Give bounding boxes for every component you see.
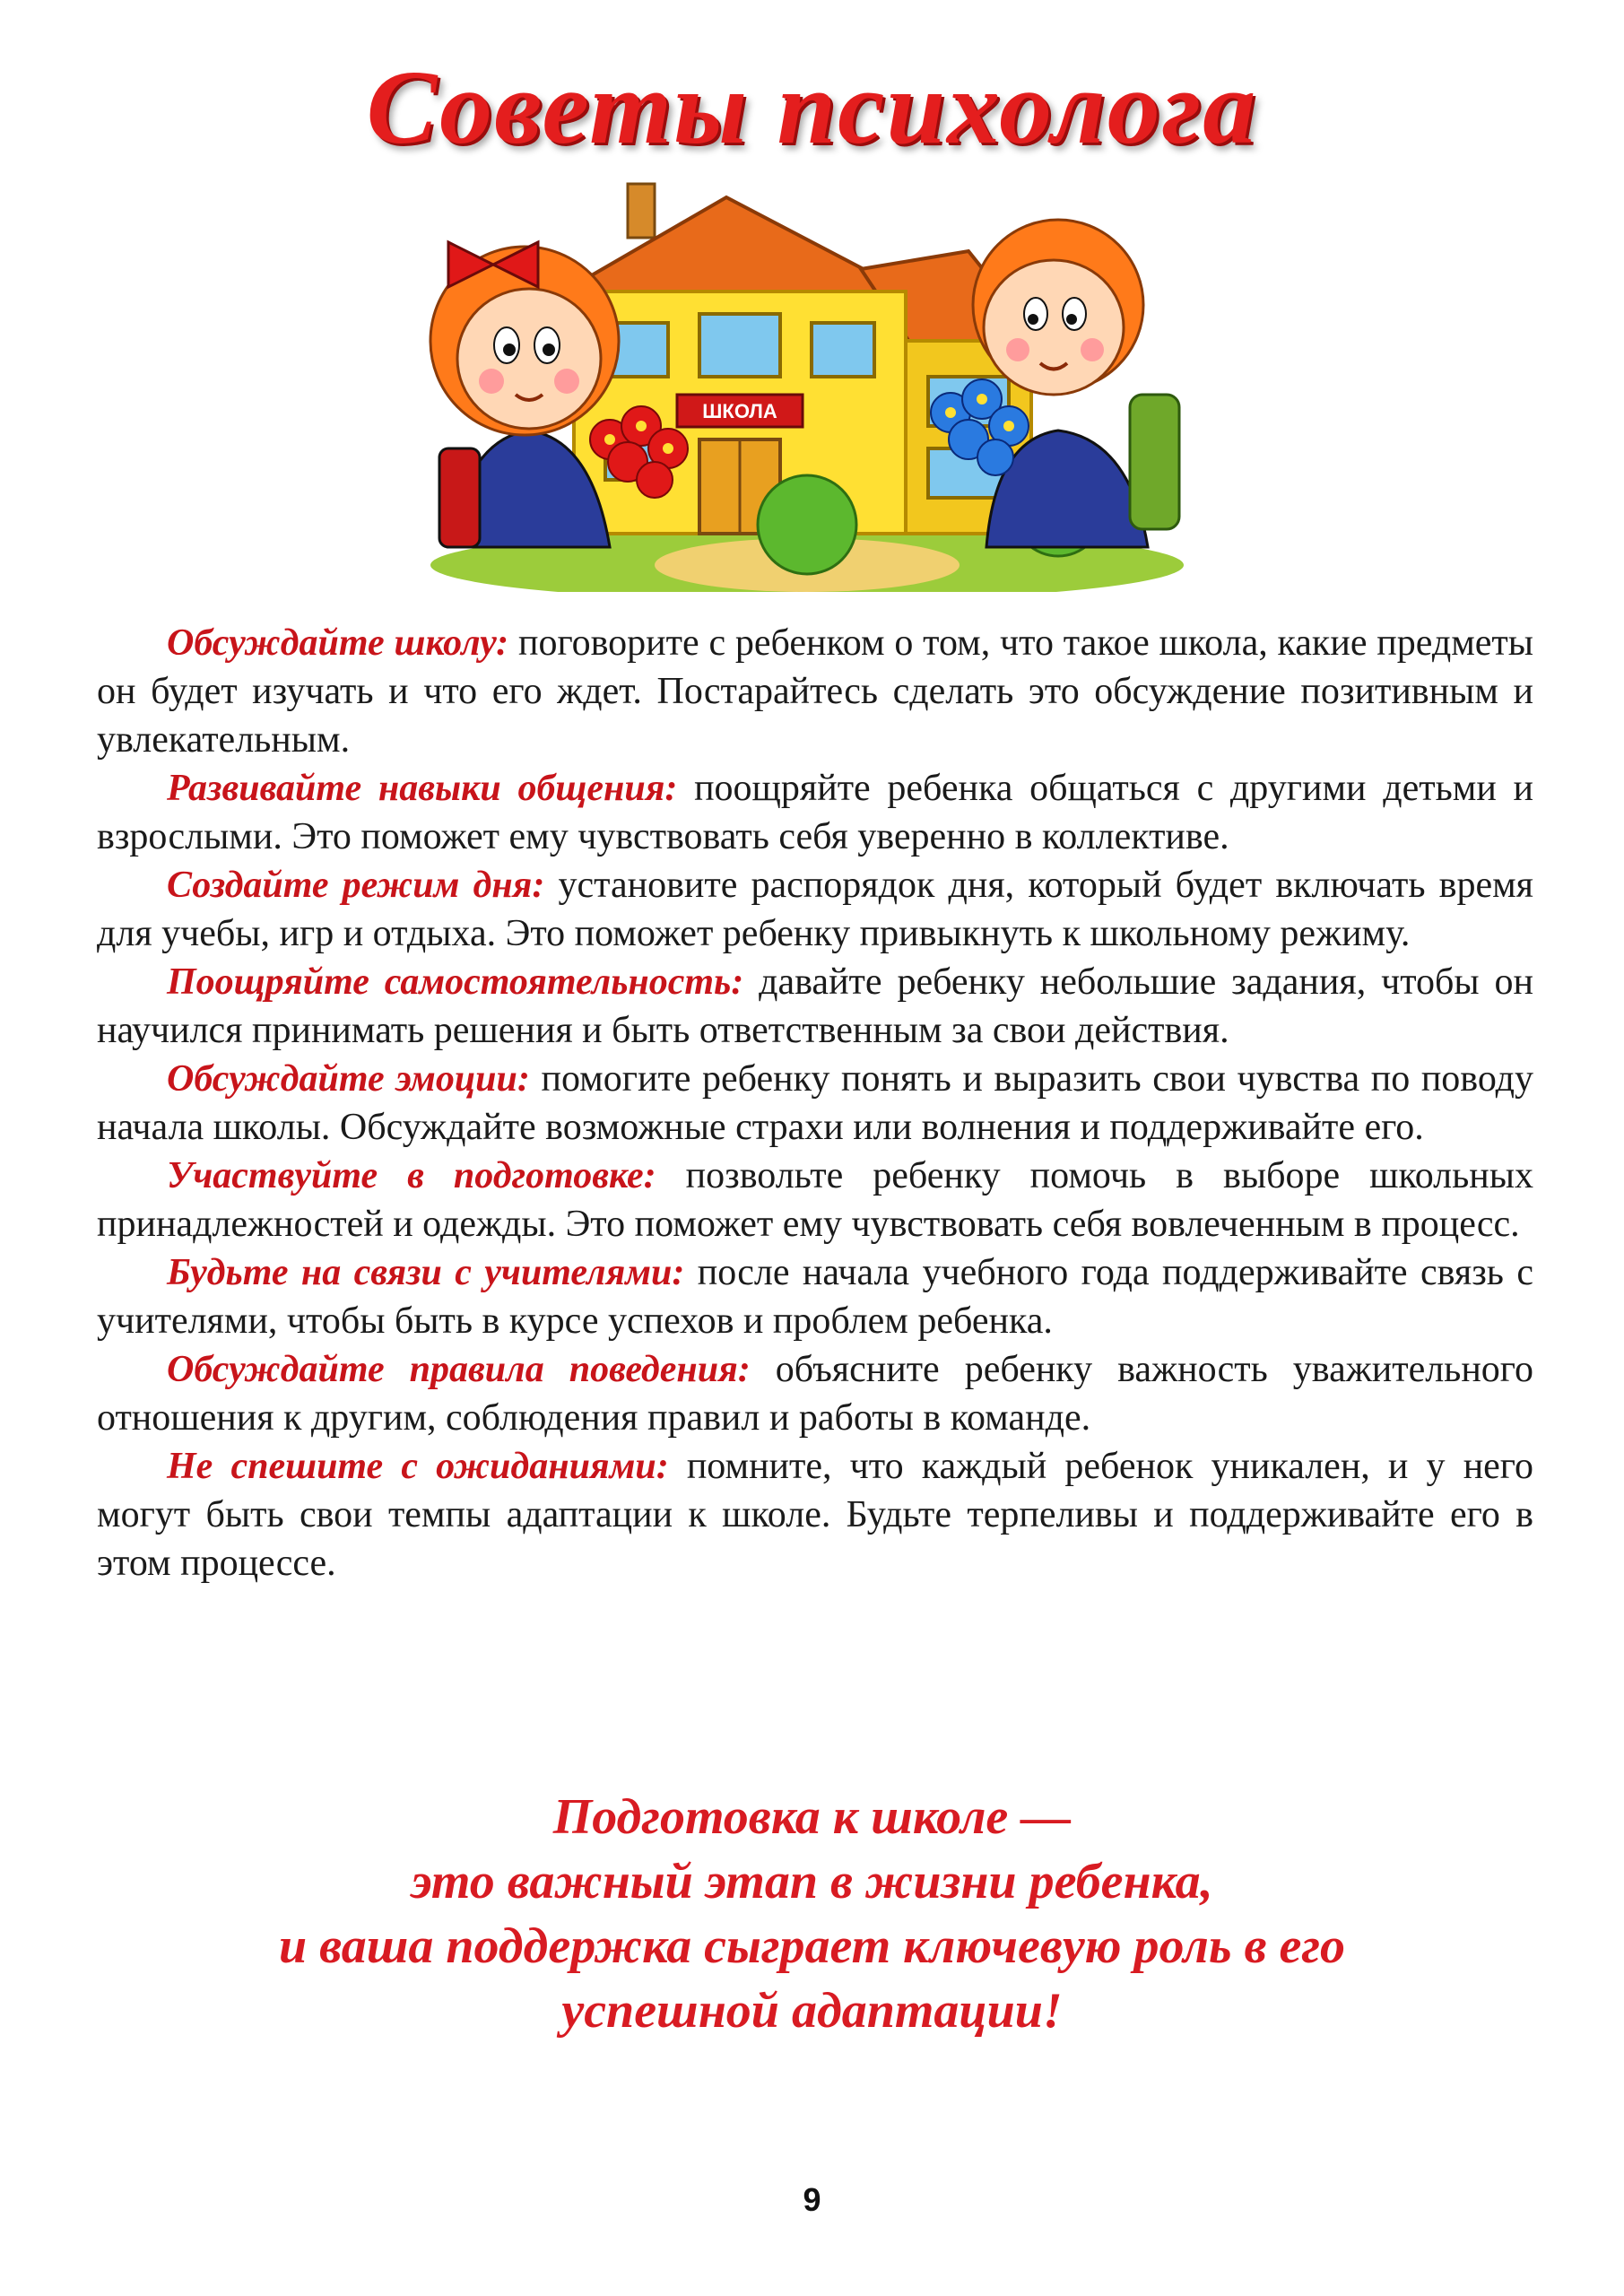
tip-paragraph [97,619,1533,764]
tip-heading: Участвуйте в подготовке: [167,1155,656,1196]
tip-text: помогите ребенку понять и выразить свои чувства по поводу начала школы. Обсуждайте возможные страхи или волнения и поддерживайте его. [97,1058,1533,1148]
closing-line: это важный этап в жизни ребенка, [411,1854,1213,1909]
tip-paragraph [97,958,1533,1055]
tip-text: помните, что каждый ребенок уникален, и у него могут быть свои темпы адаптации к школе. Будьте терпеливы и поддерживайте его в этом процессе. [97,1446,1533,1584]
tip-text: поощряйте ребенка общаться с другими детьми и взрослыми. Это поможет ему чувствовать себя уверенно в коллективе. [97,768,1533,857]
school-sign-text: ШКОЛА [702,400,777,422]
girl-figure [430,242,619,547]
window [699,314,780,377]
tip-text: поговорите с ребенком о том, что такое школа, какие предметы он будет изучать и что его ждет. Постарайтесь сделать это обсуждение позитивным и увлекательным. [97,622,1533,761]
chimney [628,184,655,238]
tip-text: установите распорядок дня, который будет включать время для учебы, игр и отдыха. Это поможет ребенку привыкнуть к школьному режиму. [97,865,1533,954]
bush [758,475,856,574]
tip-heading: Поощряйте самостоятельность: [167,961,744,1003]
tip-paragraph [97,1152,1533,1248]
closing-message [0,1785,1624,2043]
tip-heading: Будьте на связи с учителями: [167,1252,685,1293]
closing-line: и ваша поддержка сыграет ключевую роль в его [278,1918,1346,1974]
tip-heading: Обсуждайте школу: [167,622,509,664]
page-title: Советы психолога [366,48,1258,166]
tip-heading: Развивайте навыки общения: [167,768,678,809]
tip-heading: Обсуждайте эмоции: [167,1058,530,1100]
tip-paragraph [97,1248,1533,1345]
tip-paragraph [97,764,1533,861]
tip-heading: Обсуждайте правила поведения: [167,1349,751,1390]
tip-heading: Создайте режим дня: [167,865,545,906]
page-number: 9 [803,2181,821,2218]
closing-line: Подготовка к школе — [552,1789,1072,1845]
tip-paragraph [97,1055,1533,1152]
window [812,323,874,377]
tip-text: объясните ребенку важность уважительного отношения к другим, соблюдения правил и работы в команде. [97,1349,1533,1439]
closing-line: успешной адаптации! [561,1983,1063,2039]
tip-heading: Не спешите с ожиданиями: [167,1446,669,1487]
school-roof [556,197,915,296]
tip-paragraph [97,861,1533,958]
tip-text: позвольте ребенку помочь в выборе школьных принадлежностей и одежды. Это поможет ему чувствовать себя вовлеченным в процесс. [97,1155,1533,1245]
tip-text: после начала учебного года поддерживайте связь с учителями, чтобы быть в курсе успехов и проблем ребенка. [97,1252,1533,1342]
children-at-school-illustration [413,170,1202,592]
tip-text: давайте ребенку небольшие задания, чтобы он научился принимать решения и быть ответственным за свои действия. [97,961,1534,1051]
tip-paragraph [97,1442,1533,1587]
tips-list [97,619,1533,1587]
tip-paragraph [97,1345,1533,1442]
